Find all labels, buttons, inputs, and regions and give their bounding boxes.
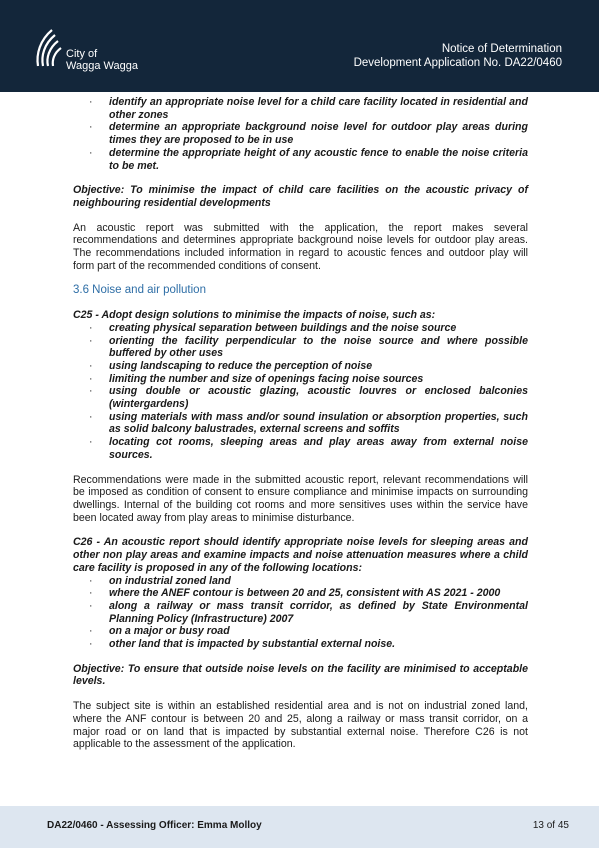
- document-body: [73, 96, 528, 751]
- list-item: · creating physical separation between buildings and the noise source: [73, 322, 528, 335]
- logo-text: [66, 48, 138, 72]
- logo-line-1: City of: [66, 48, 98, 60]
- paragraph-2: Recommendations were made in the submitted acoustic report, relevant recommendations will be imposed as condition of consent to ensure compliance and minimise impacts on surrounding dwellings. Internal of the building cot rooms and more sensitives uses within the service have been located away from play areas to minimise disturbance.: [73, 473, 528, 524]
- header-title-line-1: Notice of Determination: [441, 43, 562, 55]
- list-item: · along a railway or mass transit corridor, as defined by State Environmental Planning Policy (Infrastructure) 2007: [73, 600, 528, 625]
- objective-2: Objective: To ensure that outside noise levels on the facility are minimised to acceptable levels.: [73, 662, 528, 688]
- bullet-list-c26: [73, 575, 528, 651]
- bullet-list-top: [73, 96, 528, 172]
- city-logo: [34, 26, 154, 76]
- page-number: 13 of 45: [532, 820, 569, 831]
- bullet-list-c25: [73, 322, 528, 462]
- list-item: · using materials with mass and/or sound insulation or absorption properties, such as solid balcony balustrades, external screens and soffits: [73, 411, 528, 436]
- list-item: · orienting the facility perpendicular to the noise source and where possible buffered by other uses: [73, 335, 528, 360]
- paragraph-1: An acoustic report was submitted with the application, the report makes several recommendations and determines appropriate background noise levels for outdoor play areas. The recommendations included information in regard to acoustic fences and outdoor play will form part of the recommended conditions of consent.: [73, 221, 528, 272]
- page-header: [0, 0, 599, 92]
- list-item: · using landscaping to reduce the perception of noise: [73, 360, 528, 373]
- list-item: · on industrial zoned land: [73, 575, 528, 588]
- list-item: · determine the appropriate height of any acoustic fence to enable the noise criteria to be met.: [73, 147, 528, 172]
- list-item: · where the ANEF contour is between 20 and 25, consistent with AS 2021 - 2000: [73, 587, 528, 600]
- logo-swoosh-icon: [34, 26, 64, 68]
- list-item: · determine an appropriate background noise level for outdoor play areas during times they are proposed to be in use: [73, 121, 528, 146]
- footer-officer: DA22/0460 - Assessing Officer: Emma Molloy: [47, 820, 262, 831]
- section-heading: 3.6 Noise and air pollution: [73, 284, 206, 297]
- list-item: · identify an appropriate noise level for a child care facility located in residential and other zones: [73, 96, 528, 121]
- header-title-line-2: Development Application No. DA22/0460: [353, 57, 562, 69]
- list-item: · on a major or busy road: [73, 625, 528, 638]
- list-item: · locating cot rooms, sleeping areas and play areas away from external noise sources.: [73, 436, 528, 461]
- list-item: · limiting the number and size of openings facing noise sources: [73, 373, 528, 386]
- list-item: · other land that is impacted by substantial external noise.: [73, 638, 528, 651]
- page-footer: [0, 806, 599, 848]
- control-c26: C26 - An acoustic report should identify appropriate noise levels for sleeping areas and other non play areas and examine impacts and noise attenuation measures where a child care facility is proposed in any of the following locations:: [73, 536, 528, 574]
- header-title: [354, 42, 562, 70]
- objective-1: Objective: To minimise the impact of child care facilities on the acoustic privacy of neighbouring residential developments: [73, 184, 528, 209]
- logo-line-2: Wagga Wagga: [66, 60, 138, 72]
- control-c25: C25 - Adopt design solutions to minimise the impacts of noise, such as:: [73, 309, 436, 322]
- list-item: · using double or acoustic glazing, acoustic louvres or enclosed balconies (wintergardens): [73, 385, 528, 410]
- paragraph-3: The subject site is within an established residential area and is not on industrial zoned land, where the ANF contour is between 20 and 25, along a railway or mass transit corridor, on a major road or on land that is impacted by substantial external noise. Therefore C26 is not applicable to the assessment of the application.: [73, 700, 528, 751]
